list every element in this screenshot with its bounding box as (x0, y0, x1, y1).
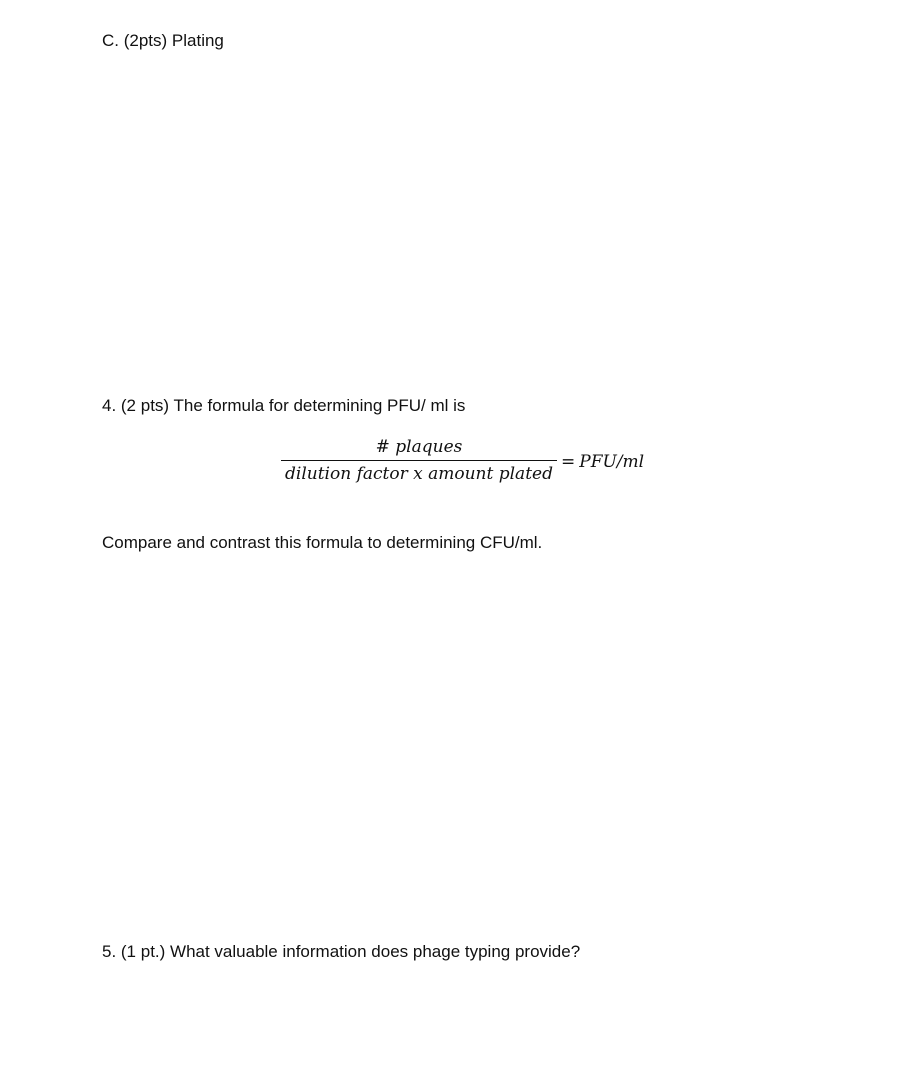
formula-fraction (281, 436, 557, 485)
formula-denominator: dilution factor x amount plated (285, 464, 553, 484)
question-4-compare: Compare and contrast this formula to determining CFU/ml. (102, 533, 543, 552)
formula-right-side (561, 451, 644, 473)
formula-equals: = (561, 452, 576, 472)
question-4-prompt: 4. (2 pts) The formula for determining PFU/ ml is (102, 396, 466, 415)
formula-result: PFU/ml (579, 452, 645, 472)
fraction-bar (281, 460, 557, 461)
pfu-formula (281, 436, 661, 492)
section-c-heading: C. (2pts) Plating (102, 31, 224, 50)
question-5-prompt: 5. (1 pt.) What valuable information does phage typing provide? (102, 942, 581, 961)
formula-numerator: # plaques (375, 437, 463, 457)
